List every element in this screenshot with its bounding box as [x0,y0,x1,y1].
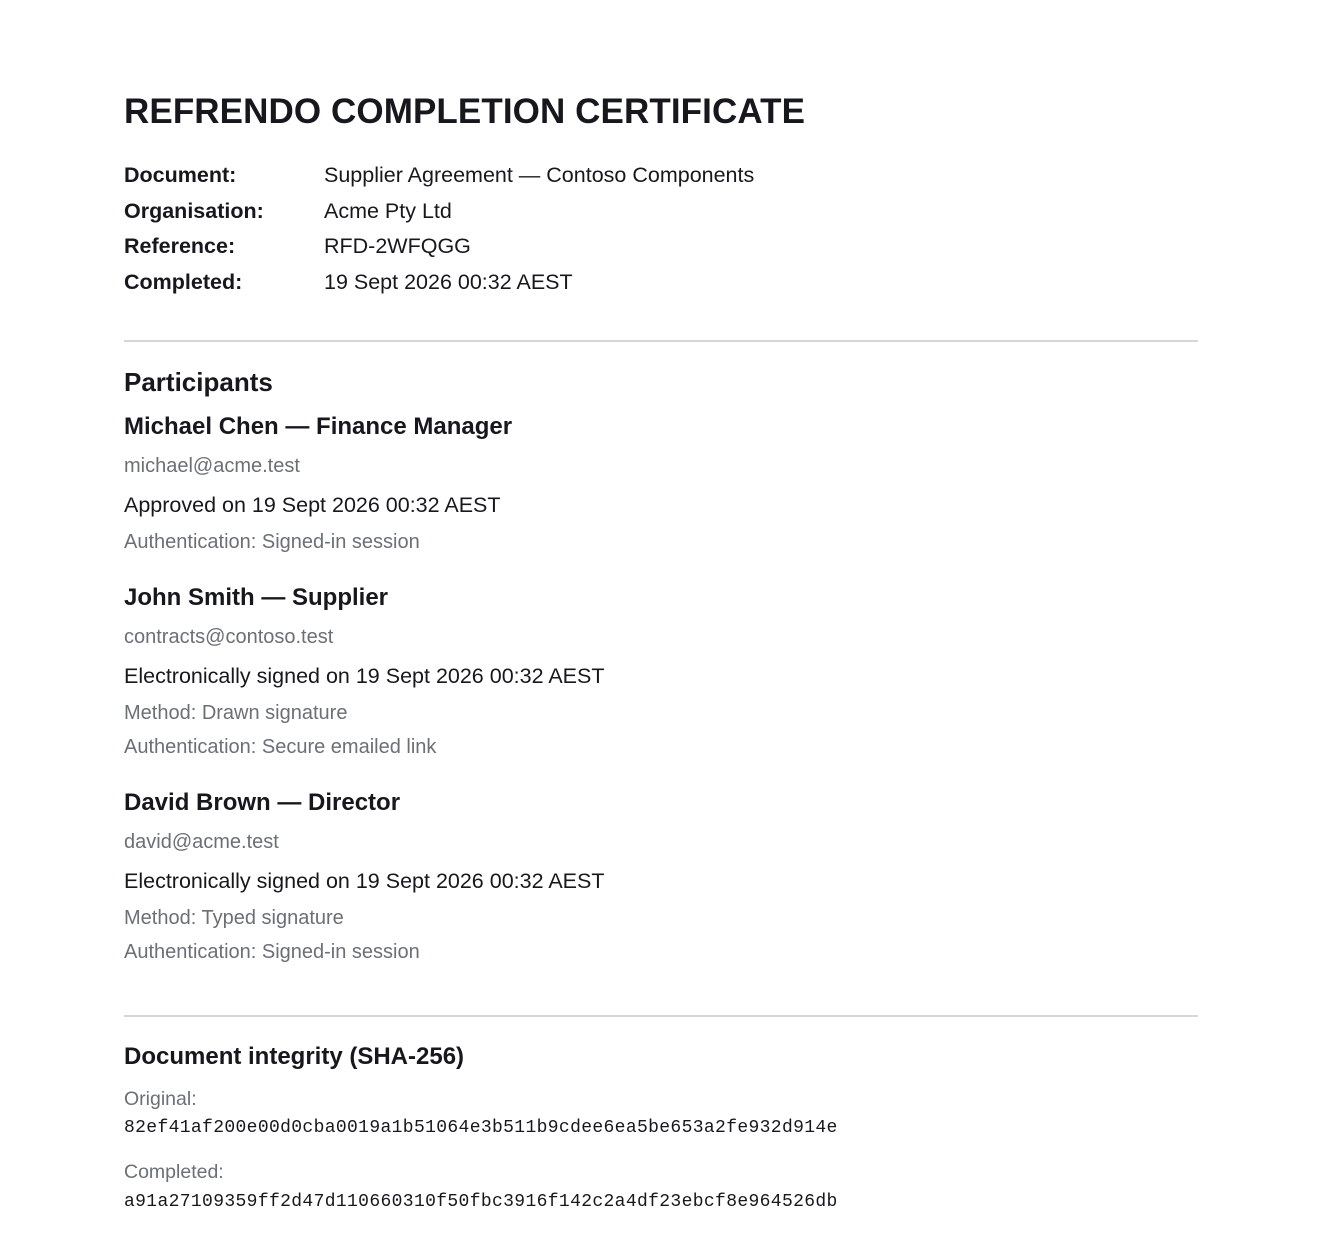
meta-value-organisation: Acme Pty Ltd [324,198,452,223]
meta-value-document: Supplier Agreement — Contoso Components [324,163,755,188]
meta-label: Document: [124,163,237,188]
meta-label: Organisation: [124,198,264,223]
meta-row-completed [124,265,1024,301]
meta-label: Completed: [124,270,243,295]
certificate-metadata [124,158,1024,300]
completed-hash-value: a91a27109359ff2d47d110660310f50fbc3916f142c2a4df23ebcf8e964526db [124,1192,838,1212]
meta-value-reference: RFD-2WFQGG [324,234,471,259]
participant-method: Method: Drawn signature [124,702,348,724]
participant-name: Michael Chen — Finance Manager [124,413,513,440]
participant-authentication: Authentication: Signed-in session [124,941,420,963]
completed-hash-label: Completed: [124,1161,224,1183]
meta-row-organisation [124,194,1024,230]
participant-action: Electronically signed on 19 Sept 2026 00:32 AEST [124,664,605,688]
original-hash-label: Original: [124,1088,197,1110]
participant-name: John Smith — Supplier [124,584,389,611]
integrity-heading: Document integrity (SHA-256) [124,1043,465,1070]
participant-action: Approved on 19 Sept 2026 00:32 AEST [124,493,501,517]
original-hash-value: 82ef41af200e00d0cba0019a1b51064e3b511b9cdee6ea5be653a2fe932d914e [124,1118,838,1138]
participant-email: contracts@contoso.test [124,626,334,648]
meta-value-completed: 19 Sept 2026 00:32 AEST [324,270,573,295]
participant-action: Electronically signed on 19 Sept 2026 00:32 AEST [124,869,605,893]
participant-method: Method: Typed signature [124,907,344,929]
section-divider [124,1015,1198,1017]
participant-authentication: Authentication: Secure emailed link [124,736,437,758]
participants-heading: Participants [124,367,273,397]
participant-email: david@acme.test [124,831,279,853]
participant-authentication: Authentication: Signed-in session [124,531,420,553]
participant-name: David Brown — Director [124,789,401,816]
meta-row-reference [124,229,1024,265]
certificate-title: REFRENDO COMPLETION CERTIFICATE [124,92,806,131]
meta-label: Reference: [124,234,236,259]
participant-email: michael@acme.test [124,455,300,477]
section-divider [124,340,1198,342]
meta-row-document [124,158,1024,194]
